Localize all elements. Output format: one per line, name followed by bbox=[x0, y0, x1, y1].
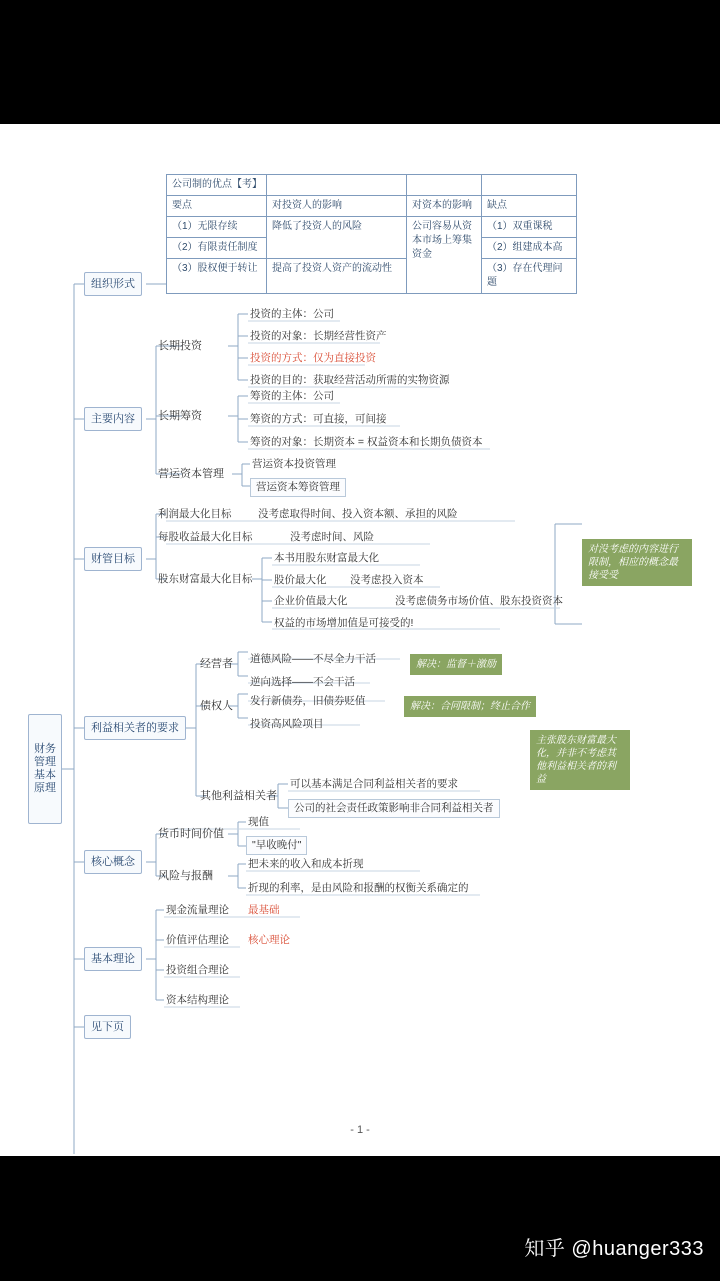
next-page-label: 见下页 bbox=[91, 1021, 124, 1033]
table-cell-r2c0: （3）股权便于转让 bbox=[167, 259, 267, 294]
node-label: 债权人 bbox=[200, 700, 233, 712]
goal-wealth-sub-0: 本书用股东财富最大化 bbox=[274, 552, 379, 564]
leaf-financing-subject: 筹资的主体：公司 bbox=[250, 390, 334, 402]
branch-label: 组织形式 bbox=[91, 278, 135, 290]
table-title-spacer-3 bbox=[482, 175, 577, 196]
table-cell-r0c0: （1）无限存续 bbox=[167, 217, 267, 238]
table-title-spacer-1 bbox=[267, 175, 407, 196]
theory-capital-structure: 资本结构理论 bbox=[166, 994, 229, 1006]
table-cell-r2c3: （3）存在代理问题 bbox=[482, 259, 577, 294]
branch-main-content[interactable] bbox=[84, 407, 142, 431]
leaf-present-value: 现值 bbox=[248, 816, 269, 828]
document-page bbox=[0, 124, 720, 1156]
branch-label: 主要内容 bbox=[91, 413, 135, 425]
goal-eps-max-label: 每股收益最大化目标 bbox=[158, 531, 253, 543]
table-row bbox=[167, 217, 577, 238]
table-cell-r1c0: （2）有限责任制度 bbox=[167, 238, 267, 259]
table-cell-r1c3: （2）组建成本高 bbox=[482, 238, 577, 259]
node-risk-return[interactable] bbox=[158, 869, 213, 883]
leaf-working-capital-financing: 营运资本筹资管理 bbox=[250, 478, 346, 497]
branch-next-page[interactable] bbox=[84, 1015, 131, 1039]
node-working-capital[interactable] bbox=[158, 467, 224, 481]
leaf-high-risk-project: 投资高风险项目 bbox=[250, 718, 324, 730]
branch-core-concepts[interactable] bbox=[84, 850, 142, 874]
node-label: 其他利益相关者 bbox=[200, 790, 277, 802]
goal-wealth-sub-1-note: 没考虑投入资本 bbox=[350, 574, 424, 586]
node-long-term-investment[interactable] bbox=[158, 339, 202, 353]
note-creditor-solution: 解决：合同限制；终止合作 bbox=[404, 696, 536, 717]
mindmap-root-node[interactable] bbox=[28, 714, 62, 824]
note-manager-solution: 解决：监督＋激励 bbox=[410, 654, 502, 675]
leaf-discount-future: 把未来的收入和成本折现 bbox=[248, 858, 364, 870]
table-cell-r0c3: （1）双重课税 bbox=[482, 217, 577, 238]
goal-eps-max-note: 没考虑时间、风险 bbox=[290, 531, 374, 543]
leaf-social-responsibility: 公司的社会责任政策影响非合同利益相关者 bbox=[288, 799, 500, 818]
table-header-0: 要点 bbox=[167, 196, 267, 217]
node-label: 营运资本管理 bbox=[158, 468, 224, 480]
page-number: - 1 - bbox=[350, 1124, 370, 1136]
leaf-moral-hazard: 道德风险——不尽全力干活 bbox=[250, 653, 376, 665]
theory-portfolio: 投资组合理论 bbox=[166, 964, 229, 976]
node-label: 长期筹资 bbox=[158, 410, 202, 422]
branch-label: 基本理论 bbox=[91, 953, 135, 965]
theory-cash-flow-tag: 最基础 bbox=[248, 904, 280, 916]
note-goals-limit: 对没考虑的内容进行限制，相应的概念最接受受 bbox=[582, 539, 692, 586]
leaf-investment-purpose: 投资的目的：获取经营活动所需的实物资源 bbox=[250, 374, 450, 386]
goal-wealth-max-label: 股东财富最大化目标 bbox=[158, 573, 253, 585]
table-title-cell: 公司制的优点【考】 bbox=[167, 175, 267, 196]
table-title-row bbox=[167, 175, 577, 196]
table-title-spacer-2 bbox=[407, 175, 482, 196]
node-label: 长期投资 bbox=[158, 340, 202, 352]
branch-label: 核心概念 bbox=[91, 856, 135, 868]
leaf-working-capital-investment: 营运资本投资管理 bbox=[252, 458, 336, 470]
note-stakeholders-summary: 主张股东财富最大化，并非不考虑其他利益相关者的利益 bbox=[530, 730, 630, 790]
theory-cash-flow: 现金流量理论 bbox=[166, 904, 229, 916]
table-header-1: 对投资人的影响 bbox=[267, 196, 407, 217]
node-long-term-financing[interactable] bbox=[158, 409, 202, 423]
leaf-investment-method: 投资的方式：仅为直接投资 bbox=[250, 352, 376, 364]
branch-label: 财管目标 bbox=[91, 553, 135, 565]
branch-financial-goal[interactable] bbox=[84, 547, 142, 571]
goal-wealth-sub-2-note: 没考虑债务市场价值、股东投资资本 bbox=[395, 595, 563, 607]
node-manager[interactable] bbox=[200, 657, 233, 671]
goal-profit-max-label: 利润最大化目标 bbox=[158, 508, 232, 520]
goal-wealth-sub-1: 股价最大化 bbox=[274, 574, 327, 586]
branch-basic-theories[interactable] bbox=[84, 947, 142, 971]
goal-wealth-sub-3: 权益的市场增加值是可接受的! bbox=[274, 617, 414, 629]
goal-wealth-sub-2: 企业价值最大化 bbox=[274, 595, 348, 607]
node-time-value[interactable] bbox=[158, 827, 224, 841]
node-label: 经营者 bbox=[200, 658, 233, 670]
table-cell-r2c1: 提高了投资人资产的流动性 bbox=[267, 259, 407, 294]
table-header-2: 对资本的影响 bbox=[407, 196, 482, 217]
leaf-investment-object: 投资的对象：长期经营性资产 bbox=[250, 330, 387, 342]
theory-valuation-tag: 核心理论 bbox=[248, 934, 290, 946]
node-label: 货币时间价值 bbox=[158, 828, 224, 840]
table-cell-r0c2: 公司容易从资本市场上筹集资金 bbox=[407, 217, 482, 294]
branch-stakeholders[interactable] bbox=[84, 716, 186, 740]
theory-valuation: 价值评估理论 bbox=[166, 934, 229, 946]
leaf-early-collect-late-pay: "早收晚付" bbox=[246, 836, 307, 855]
watermark: 知乎 @huanger333 bbox=[524, 1238, 704, 1260]
table-header-3: 缺点 bbox=[482, 196, 577, 217]
leaf-contract-stakeholders: 可以基本满足合同利益相关者的要求 bbox=[290, 778, 458, 790]
node-other-stakeholders[interactable] bbox=[200, 789, 277, 803]
node-creditor[interactable] bbox=[200, 699, 233, 713]
root-label: 财务管理基本原理 bbox=[34, 743, 56, 794]
leaf-investment-subject: 投资的主体：公司 bbox=[250, 308, 334, 320]
leaf-discount-rate: 折现的利率，是由风险和报酬的权衡关系确定的 bbox=[248, 882, 469, 894]
table-row bbox=[167, 259, 577, 294]
table-cell-r0c1: 降低了投资人的风险 bbox=[267, 217, 407, 259]
leaf-financing-object: 筹资的对象：长期资本 = 权益资本和长期负债资本 bbox=[250, 436, 483, 448]
table-header-row bbox=[167, 196, 577, 217]
leaf-new-bond-issue: 发行新债券，旧债券贬值 bbox=[250, 695, 366, 707]
leaf-financing-method: 筹资的方式：可直接，可间接 bbox=[250, 413, 387, 425]
leaf-adverse-selection: 逆向选择——不会干活 bbox=[250, 676, 355, 688]
goal-profit-max-note: 没考虑取得时间、投入资本额、承担的风险 bbox=[258, 508, 458, 520]
node-label: 风险与报酬 bbox=[158, 870, 213, 882]
branch-organization-form[interactable] bbox=[84, 272, 142, 296]
company-advantages-table bbox=[166, 174, 577, 294]
branch-label: 利益相关者的要求 bbox=[91, 722, 179, 734]
